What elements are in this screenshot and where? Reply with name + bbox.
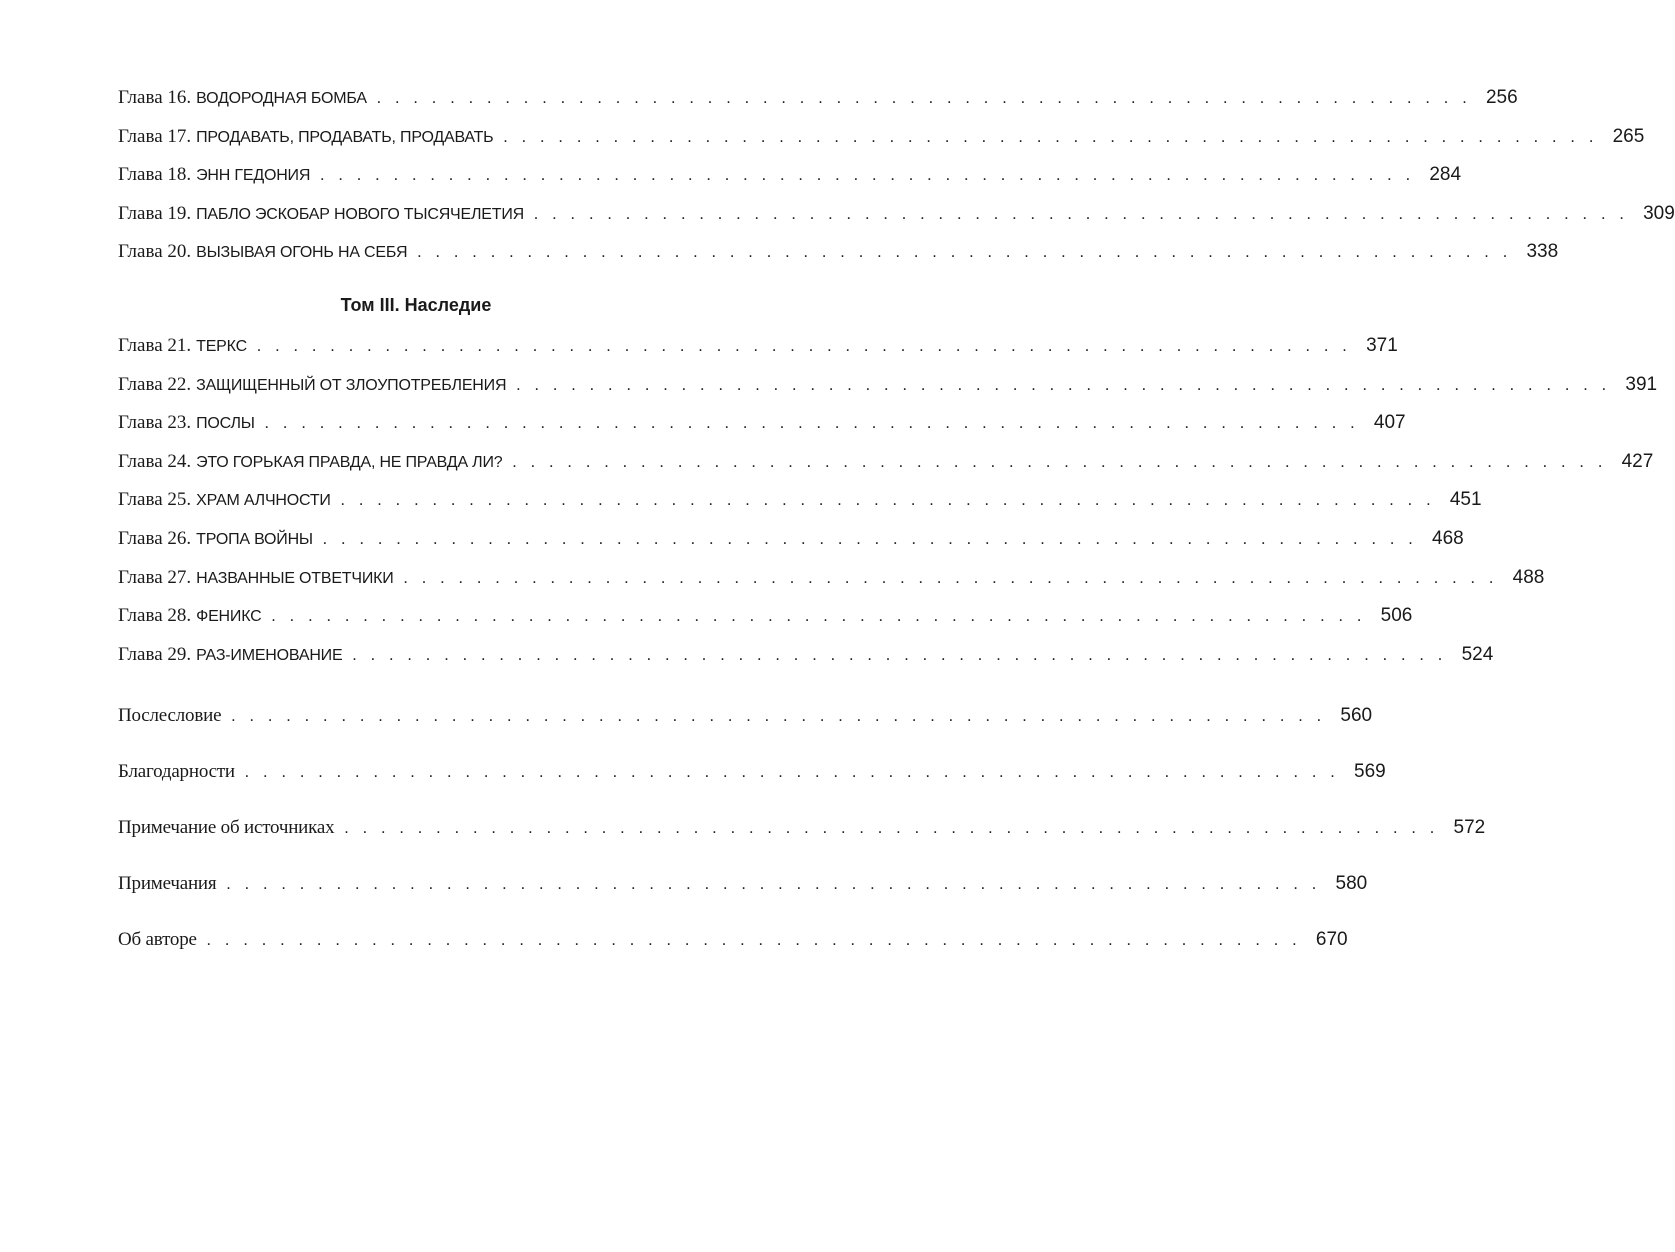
dot-leader: . . . . . . . . . . . . . . . . . . . . . . . . . . . . . . . . . . . . . . . . . . . . . . . . . . . . . . . . . . . . bbox=[340, 492, 1436, 510]
chapter-number: Глава 24. bbox=[118, 450, 192, 472]
dot-leader: . . . . . . . . . . . . . . . . . . . . . . . . . . . . . . . . . . . . . . . . . . . . . . . . . . . . . . . . . . . . bbox=[322, 530, 1418, 548]
page-number: 407 bbox=[1373, 412, 1406, 434]
dot-leader: . . . . . . . . . . . . . . . . . . . . . . . . . . . . . . . . . . . . . . . . . . . . . . . . . . . . . . . . . . . . bbox=[516, 376, 1612, 394]
back-matter-entry bbox=[118, 856, 1368, 912]
page-number: 371 bbox=[1366, 334, 1398, 356]
chapter-title: НАЗВАННЫЕ ОТВЕТЧИКИ bbox=[196, 569, 394, 587]
chapter-title: ЗАЩИЩЕННЫЙ ОТ ЗЛОУПОТРЕБЛЕНИЯ bbox=[196, 376, 507, 394]
back-matter-entry bbox=[118, 800, 1486, 856]
chapter-number: Глава 17. bbox=[118, 125, 192, 147]
page-number: 524 bbox=[1461, 643, 1494, 665]
page-number: 256 bbox=[1485, 87, 1518, 108]
chapter-number: Глава 21. bbox=[118, 334, 192, 356]
page-number: 488 bbox=[1512, 566, 1545, 588]
page-number: 338 bbox=[1526, 241, 1559, 263]
page-number: 468 bbox=[1432, 527, 1464, 549]
page-number: 391 bbox=[1625, 373, 1658, 395]
chapter-number: Глава 19. bbox=[118, 202, 192, 224]
page-number: 572 bbox=[1453, 817, 1486, 839]
chapter-number: Глава 25. bbox=[118, 489, 192, 511]
page-number: 670 bbox=[1315, 929, 1348, 951]
chapter-title: ФЕНИКС bbox=[196, 608, 262, 626]
chapter-number: Глава 29. bbox=[118, 643, 192, 665]
dot-leader: . . . . . . . . . . . . . . . . . . . . . . . . . . . . . . . . . . . . . . . . . . . . . . . . . . . . . . . . . . . . bbox=[231, 708, 1327, 726]
toc-chapter-entry bbox=[118, 520, 1464, 559]
page-number: 284 bbox=[1429, 164, 1462, 186]
dot-leader: . . . . . . . . . . . . . . . . . . . . . . . . . . . . . . . . . . . . . . . . . . . . . . . . . . . . . . . . . . . . bbox=[271, 608, 1367, 626]
chapter-number: Глава 27. bbox=[118, 566, 192, 588]
toc-chapter-entry bbox=[118, 195, 1675, 234]
back-matter-entry bbox=[118, 744, 1386, 800]
chapter-number: Глава 26. bbox=[118, 527, 192, 549]
chapter-title: ВЫЗЫВАЯ ОГОНЬ НА СЕБЯ bbox=[196, 244, 408, 262]
dot-leader: . . . . . . . . . . . . . . . . . . . . . . . . . . . . . . . . . . . . . . . . . . . . . . . . . . . . . . . . . . . . bbox=[417, 244, 1513, 262]
page-number: 569 bbox=[1354, 761, 1386, 783]
volume-3-heading: Том III. Наследие bbox=[340, 294, 492, 315]
back-matter-entry bbox=[118, 688, 1373, 744]
dot-leader: . . . . . . . . . . . . . . . . . . . . . . . . . . . . . . . . . . . . . . . . . . . . . . . . . . . . . . . . . . . . bbox=[206, 932, 1302, 950]
chapter-number: Глава 28. bbox=[118, 605, 192, 627]
page-number: 451 bbox=[1449, 489, 1482, 511]
chapter-title: ТЕРКС bbox=[196, 337, 247, 355]
chapter-title: ВОДОРОДНАЯ БОМБА bbox=[196, 90, 367, 107]
spacer bbox=[118, 674, 714, 688]
dot-leader: . . . . . . . . . . . . . . . . . . . . . . . . . . . . . . . . . . . . . . . . . . . . . . . . . . . . . . . . . . . . bbox=[320, 167, 1416, 185]
toc-chapter-entry bbox=[118, 559, 1545, 598]
toc-chapter-entry bbox=[118, 404, 1406, 443]
chapter-title: РАЗ-ИМЕНОВАНИЕ bbox=[196, 646, 343, 664]
toc-chapter-entry bbox=[118, 636, 1494, 675]
back-matter-list bbox=[118, 688, 1486, 968]
chapter-number: Глава 16. bbox=[118, 87, 192, 108]
dot-leader: . . . . . . . . . . . . . . . . . . . . . . . . . . . . . . . . . . . . . . . . . . . . . . . . . . . . . . . . . . . . bbox=[512, 453, 1608, 471]
dot-leader: . . . . . . . . . . . . . . . . . . . . . . . . . . . . . . . . . . . . . . . . . . . . . . . . . . . . . . . . . . . . bbox=[503, 128, 1599, 146]
toc-chapter-entry bbox=[118, 481, 1482, 520]
volume-3-chapter-list bbox=[118, 327, 1658, 674]
chapter-title: ТРОПА ВОЙНЫ bbox=[196, 530, 313, 548]
toc-chapter-entry bbox=[118, 118, 1645, 157]
chapter-title: ПРОДАВАТЬ, ПРОДАВАТЬ, ПРОДАВАТЬ bbox=[196, 128, 494, 146]
toc-chapter-entry bbox=[118, 156, 1462, 195]
page-number: 309 bbox=[1643, 202, 1675, 224]
page-number: 506 bbox=[1380, 605, 1413, 627]
dot-leader: . . . . . . . . . . . . . . . . . . . . . . . . . . . . . . . . . . . . . . . . . . . . . . . . . . . . . . . . . . . . bbox=[534, 205, 1629, 223]
toc-chapter-entry bbox=[118, 233, 1559, 272]
dot-leader: . . . . . . . . . . . . . . . . . . . . . . . . . . . . . . . . . . . . . . . . . . . . . . . . . . . . . . . . . . . . bbox=[376, 90, 1472, 107]
toc-chapter-entry bbox=[118, 79, 1518, 118]
dot-leader: . . . . . . . . . . . . . . . . . . . . . . . . . . . . . . . . . . . . . . . . . . . . . . . . . . . . . . . . . . . . bbox=[344, 820, 1440, 838]
dot-leader: . . . . . . . . . . . . . . . . . . . . . . . . . . . . . . . . . . . . . . . . . . . . . . . . . . . . . . . . . . . . bbox=[226, 876, 1322, 894]
back-matter-title: Благодарности bbox=[118, 761, 235, 783]
dot-leader: . . . . . . . . . . . . . . . . . . . . . . . . . . . . . . . . . . . . . . . . . . . . . . . . . . . . . . . . . . . . bbox=[403, 569, 1499, 587]
back-matter-title: Примечание об источниках bbox=[118, 817, 335, 839]
chapter-number: Глава 22. bbox=[118, 373, 192, 395]
chapter-title: ЭТО ГОРЬКАЯ ПРАВДА, НЕ ПРАВДА ЛИ? bbox=[196, 453, 503, 471]
page-number: 427 bbox=[1621, 450, 1654, 472]
page-number: 560 bbox=[1340, 705, 1373, 727]
chapter-title: ПОСЛЫ bbox=[196, 415, 255, 433]
chapter-title: ЭНН ГЕДОНИЯ bbox=[196, 167, 311, 185]
table-of-contents bbox=[118, 79, 1675, 968]
toc-chapter-entry bbox=[118, 366, 1658, 405]
back-matter-title: Послесловие bbox=[118, 705, 222, 727]
volume-2-chapter-list bbox=[118, 79, 1675, 272]
toc-chapter-entry bbox=[118, 327, 1398, 366]
page-number: 265 bbox=[1612, 125, 1645, 147]
dot-leader: . . . . . . . . . . . . . . . . . . . . . . . . . . . . . . . . . . . . . . . . . . . . . . . . . . . . . . . . . . . . bbox=[256, 337, 1352, 355]
toc-chapter-entry bbox=[118, 443, 1654, 482]
dot-leader: . . . . . . . . . . . . . . . . . . . . . . . . . . . . . . . . . . . . . . . . . . . . . . . . . . . . . . . . . . . . bbox=[244, 764, 1340, 782]
chapter-number: Глава 18. bbox=[118, 164, 192, 186]
chapter-number: Глава 23. bbox=[118, 412, 192, 434]
toc-chapter-entry bbox=[118, 597, 1413, 636]
page-number: 580 bbox=[1335, 873, 1368, 895]
back-matter-title: Примечания bbox=[118, 873, 217, 895]
dot-leader: . . . . . . . . . . . . . . . . . . . . . . . . . . . . . . . . . . . . . . . . . . . . . . . . . . . . . . . . . . . . bbox=[352, 646, 1448, 664]
back-matter-title: Об авторе bbox=[118, 929, 197, 951]
back-matter-entry bbox=[118, 912, 1348, 968]
chapter-number: Глава 20. bbox=[118, 241, 192, 263]
chapter-title: ПАБЛО ЭСКОБАР НОВОГО ТЫСЯЧЕЛЕТИЯ bbox=[196, 205, 524, 223]
chapter-title: ХРАМ АЛЧНОСТИ bbox=[196, 492, 331, 510]
dot-leader: . . . . . . . . . . . . . . . . . . . . . . . . . . . . . . . . . . . . . . . . . . . . . . . . . . . . . . . . . . . . bbox=[264, 415, 1360, 433]
